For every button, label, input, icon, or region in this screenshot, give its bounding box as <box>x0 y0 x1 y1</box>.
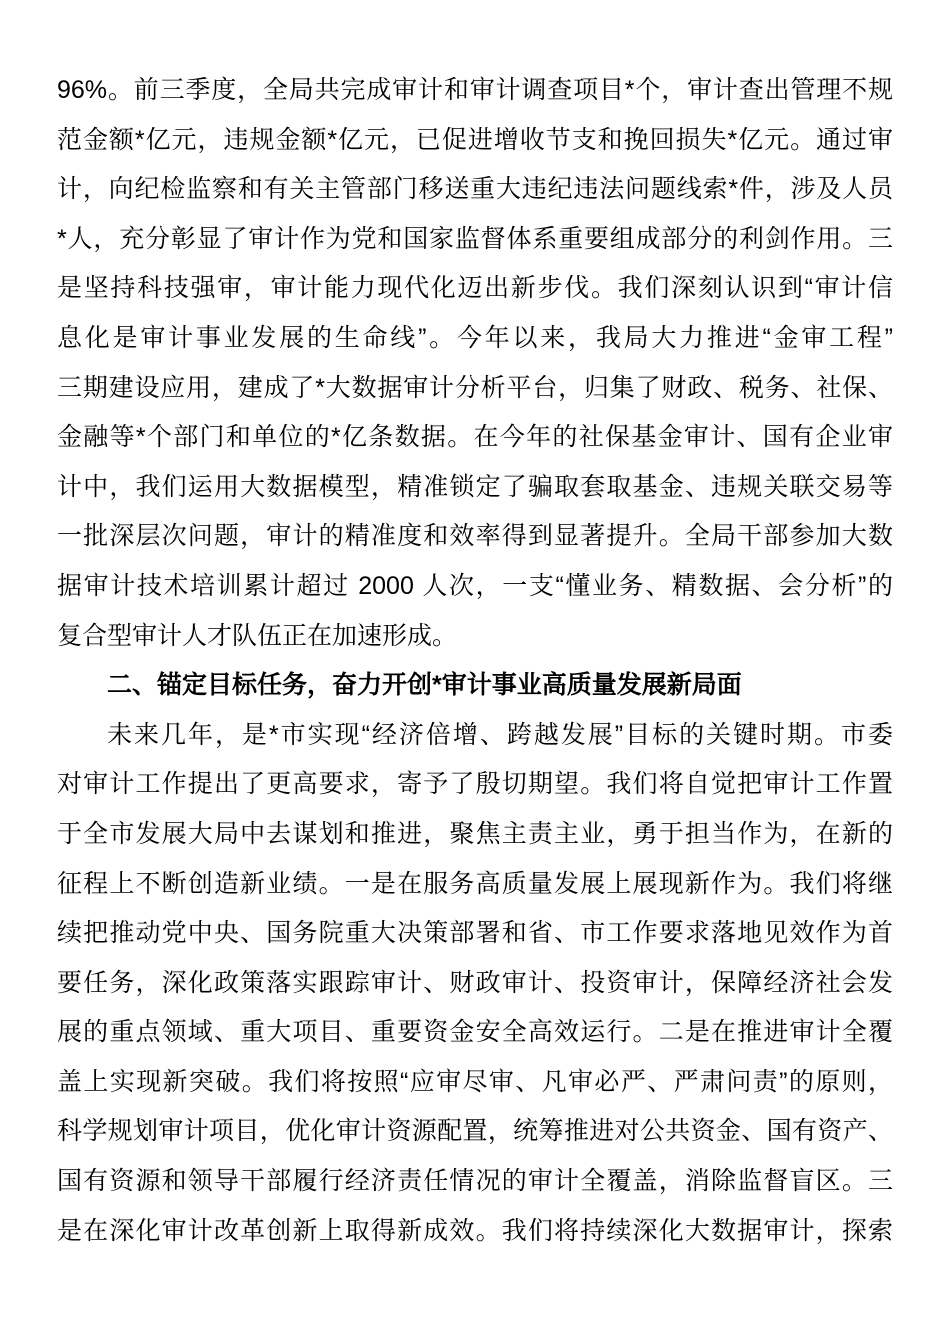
body-line: 科学规划审计项目，优化审计资源配置，统筹推进对公共资金、国有资产、 <box>57 1117 893 1146</box>
body-line: 续把推动党中央、国务院重大决策部署和省、市工作要求落地见效作为首 <box>57 919 893 948</box>
body-line: 征程上不断创造新业绩。一是在服务高质量发展上展现新作为。我们将继 <box>57 869 893 898</box>
body-line: 96%。前三季度，全局共完成审计和审计调查项目*个，审计查出管理不规 <box>57 76 893 104</box>
body-line: 于全市发展大局中去谋划和推进，聚焦主责主业，勇于担当作为，在新的 <box>57 819 893 848</box>
body-line: 息化是审计事业发展的生命线”。今年以来，我局大力推进“金审工程” <box>57 323 893 352</box>
body-line: 据审计技术培训累计超过 2000 人次，一支“懂业务、精数据、会分析”的 <box>57 571 893 600</box>
body-line: *人，充分彰显了审计作为党和国家监督体系重要组成部分的利剑作用。三 <box>57 224 893 253</box>
body-line: 是坚持科技强审，审计能力现代化迈出新步伐。我们深刻认识到“审计信 <box>57 274 893 303</box>
body-line: 范金额*亿元，违规金额*亿元，已促进增收节支和挽回损失*亿元。通过审 <box>57 125 893 154</box>
body-line-paragraph-end: 复合型审计人才队伍正在加速形成。 <box>57 621 458 650</box>
body-line: 国有资源和领导干部履行经济责任情况的审计全覆盖，消除监督盲区。三 <box>57 1167 893 1196</box>
body-line: 金融等*个部门和单位的*亿条数据。在今年的社保基金审计、国有企业审 <box>57 423 893 452</box>
body-line-paragraph-start: 未来几年，是*市实现“经济倍增、跨越发展”目标的关键时期。市委 <box>107 720 893 749</box>
body-line: 要任务，深化政策落实跟踪审计、财政审计、投资审计，保障经济社会发 <box>57 968 893 997</box>
body-line: 计中，我们运用大数据模型，精准锁定了骗取套取基金、违规关联交易等 <box>57 472 893 501</box>
document-text-block <box>57 66 893 1256</box>
section-heading-2: 二、锚定目标任务，奋力开创*审计事业高质量发展新局面 <box>107 671 742 700</box>
body-line: 一批深层次问题，审计的精准度和效率得到显著提升。全局干部参加大数 <box>57 522 893 551</box>
body-line: 三期建设应用，建成了*大数据审计分析平台，归集了财政、税务、社保、 <box>57 373 893 402</box>
body-line: 是在深化审计改革创新上取得新成效。我们将持续深化大数据审计，探索 <box>57 1216 893 1245</box>
body-line: 对审计工作提出了更高要求，寄予了殷切期望。我们将自觉把审计工作置 <box>57 770 893 799</box>
body-line: 展的重点领域、重大项目、重要资金安全高效运行。二是在推进审计全覆 <box>57 1018 893 1047</box>
body-line: 盖上实现新突破。我们将按照“应审尽审、凡审必严、严肃问责”的原则， <box>57 1067 893 1096</box>
body-line: 计，向纪检监察和有关主管部门移送重大违纪违法问题线索*件，涉及人员 <box>57 175 893 204</box>
